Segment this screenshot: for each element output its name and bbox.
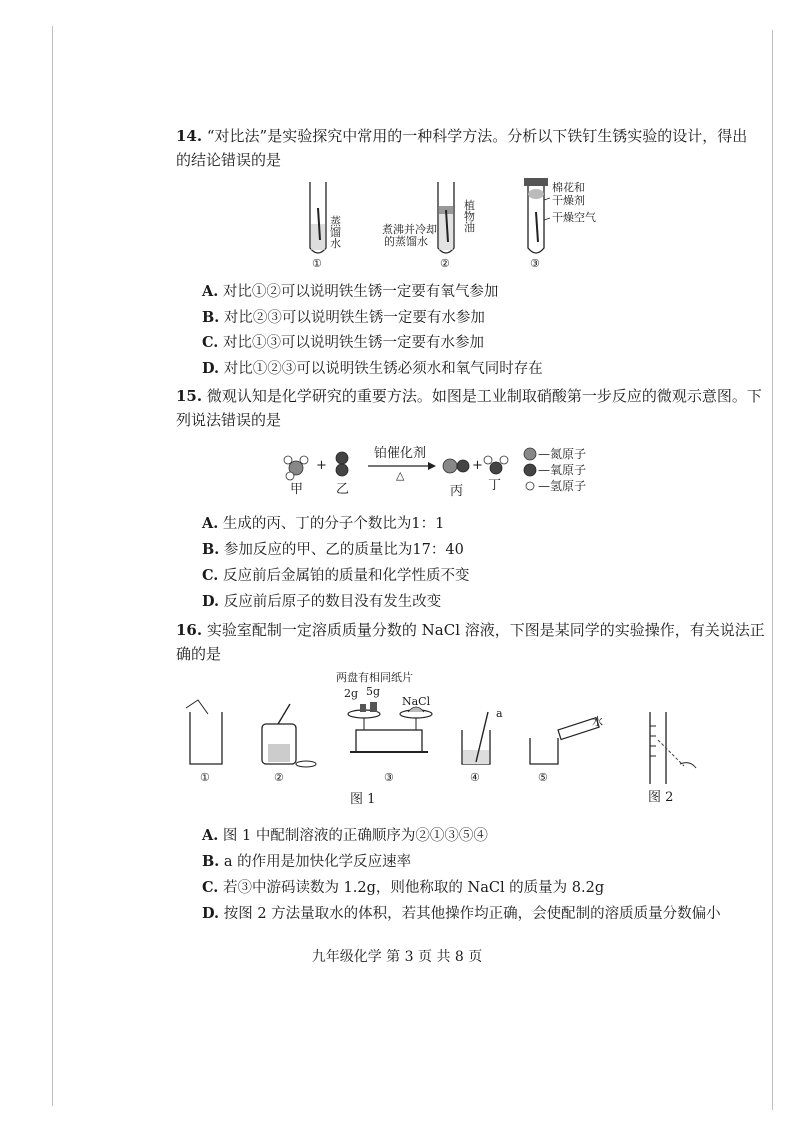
q14-stem-text: “对比法”是实验探究中常用的一种科学方法。分析以下铁钉生锈实验的设计，得出 <box>206 127 748 145</box>
q16-option-a: A. 图 1 中配制溶液的正确顺序为②①③⑤④ <box>202 827 488 844</box>
q15-stem-line2: 列说法错误的是 <box>176 411 282 429</box>
tube1-number: ① <box>312 257 322 270</box>
heat-symbol: △ <box>396 469 405 482</box>
step-1: ① <box>200 771 210 784</box>
plus-sign-2: + <box>472 458 483 473</box>
q14-figure <box>300 176 596 272</box>
weight-2g: 2g <box>344 687 359 700</box>
page-footer: 九年级化学 第 3 页 共 8 页 <box>311 949 483 965</box>
legend-nitrogen: —氮原子 <box>538 447 587 461</box>
q16-option-d: D. 按图 2 方法量取水的体积，若其他操作均正确，会使配制的溶质质量分数偏小 <box>202 905 721 922</box>
q15-option-d: D. 反应前后原子的数目没有发生改变 <box>202 593 442 610</box>
catalyst-label: 铂催化剂 <box>374 446 427 461</box>
legend-oxygen: —氧原子 <box>538 463 587 477</box>
plus-sign-1: + <box>316 458 327 473</box>
tube2-oil-label: 植物油 <box>464 199 475 234</box>
q16-stem-line1 <box>176 620 765 640</box>
scan-edge-left <box>52 26 53 1106</box>
tube3-number: ③ <box>530 257 540 270</box>
q15-option-a: A. 生成的丙、丁的分子个数比为1：1 <box>202 515 445 532</box>
figure-1-caption: 图 1 <box>350 792 376 807</box>
q16-option-c: C. 若③中游码读数为 1.2g，则他称取的 NaCl 的质量为 8.2g <box>202 879 605 896</box>
q15-figure <box>280 442 610 506</box>
q16-stem-line2: 确的是 <box>176 645 222 663</box>
label-ding: 丁 <box>488 478 502 493</box>
q15-stem-line1 <box>176 386 762 406</box>
q14-option-c: C. 对比①③可以说明铁生锈一定要有水参加 <box>202 334 484 351</box>
nacl-label: NaCl <box>402 695 431 708</box>
tube3-air-label: 干燥空气 <box>552 211 596 224</box>
step-2: ② <box>274 771 284 784</box>
q16-figure <box>180 668 710 812</box>
q16-stem-text: 实验室配制一定溶质质量分数的 NaCl 溶液，下图是某同学的实验操作，有关说法正 <box>206 621 765 639</box>
rod-a-label: a <box>496 707 503 720</box>
step-5: ⑤ <box>538 771 548 784</box>
step-4: ④ <box>470 771 480 784</box>
q15-option-c: C. 反应前后金属铂的质量和化学性质不变 <box>202 567 470 584</box>
q15-stem-text: 微观认知是化学研究的重要方法。如图是工业制取硝酸第一步反应的微观示意图。下 <box>206 387 762 405</box>
legend-hydrogen: —氢原子 <box>538 479 587 493</box>
q14-number: 14. <box>176 127 203 145</box>
paper-note: 两盘有相同纸片 <box>336 671 413 684</box>
q14-option-b: B. 对比②③可以说明铁生锈一定要有水参加 <box>202 309 485 326</box>
label-yi: 乙 <box>336 482 350 497</box>
tube3-label-b: 干燥剂 <box>552 194 585 207</box>
tube1-label: 蒸馏水 <box>330 215 341 250</box>
tube3-label-a: 棉花和 <box>552 181 585 194</box>
figure-2-caption: 图 2 <box>648 790 674 805</box>
tube2-number: ② <box>440 257 450 270</box>
q15-number: 15. <box>176 387 203 405</box>
lab-operations-diagram <box>180 668 710 812</box>
q14-stem-line1 <box>176 126 747 146</box>
q16-option-b: B. a 的作用是加快化学反应速率 <box>202 853 412 870</box>
q14-option-d: D. 对比①②③可以说明铁生锈必须水和氧气同时存在 <box>202 360 543 377</box>
water-label: 水 <box>592 715 603 728</box>
q14-option-a: A. 对比①②可以说明铁生锈一定要有氧气参加 <box>202 283 499 300</box>
tube2-label-b: 的蒸馏水 <box>384 235 428 248</box>
label-bing: 丙 <box>450 484 464 499</box>
tube2-label-a: 煮沸并冷却 <box>382 223 437 236</box>
label-jia: 甲 <box>290 482 304 497</box>
q15-option-b: B. 参加反应的甲、乙的质量比为17：40 <box>202 541 464 558</box>
weight-5g: 5g <box>366 685 381 698</box>
q16-number: 16. <box>176 621 203 639</box>
step-3: ③ <box>384 771 394 784</box>
q14-stem-line2: 的结论错误的是 <box>176 151 282 169</box>
